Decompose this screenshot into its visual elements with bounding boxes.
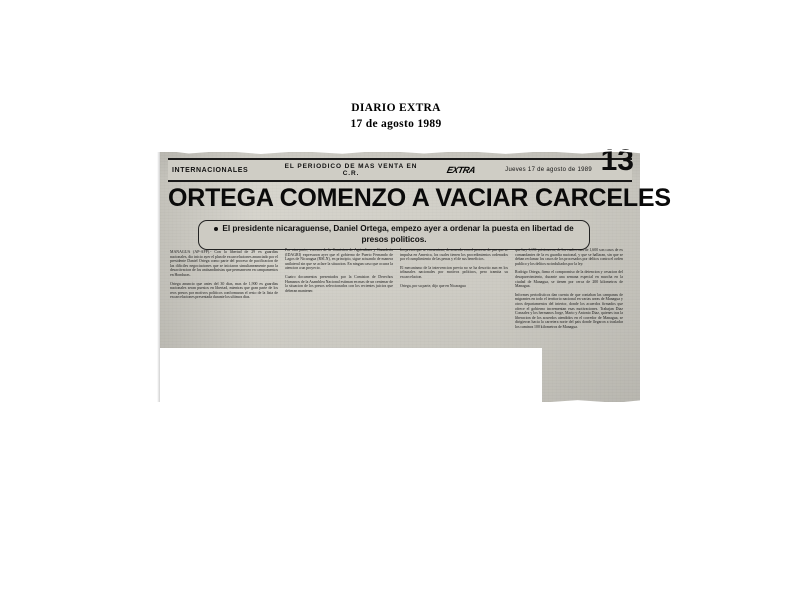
article-column — [400, 248, 508, 334]
paragraph: Cuatro documentos presentados por la Comision de Derechos Humanos de la Asamblea Nacional estiman en mas de un centenar de la situacion de los presos seleccionados con los recientes juicios que deberan mantener. — [285, 274, 393, 293]
article-column — [515, 248, 623, 334]
masthead-logo: EXTRA — [445, 165, 477, 175]
article-deck-text: El presidente nicaraguense, Daniel Ortega, empezo ayer a ordenar la puesta en libertad de presos politicos. — [222, 224, 574, 244]
paragraph: Ortega, por su parte, dijo que en Nicaragua — [400, 283, 466, 288]
article-columns — [170, 248, 632, 334]
article-column — [170, 250, 278, 334]
bullet-icon — [214, 227, 218, 231]
document-header — [0, 100, 792, 132]
masthead-slogan: EL PERIODICO DE MAS VENTA EN C.R. — [284, 163, 418, 177]
scan-shadow — [157, 152, 160, 402]
paragraph: MANAGUA (AP-AFP).- Con la libertad de 29 ex guardias nacionales, dio inicio ayer el plan de excarcelaciones anunciado por el presidente Daniel Ortega como parte del proceso de pacificacion de las dificiles negociaciones que se iniciaron simultaneamente para la desactivacion de los antisandinistas que permanecen en campamentos en Honduras. — [170, 250, 278, 277]
paragraph: los presos que se encuentran, de acuerdo con el proceso de paz que se impulsa en America, los cuales tienen los procedimientos ordenados por el cumplimiento de las penas y el de sus beneficios. — [400, 248, 508, 262]
page-number: 13 — [600, 144, 634, 177]
paragraph: Informes periodisticos dan cuenta de que contaban las campanas de migrantes en todo el territorio nacional en varias areas de Managua y otros departamentos del interior, donde los acuerdos firmados que ofrece el gobierno incrementan esas motivaciones. Trabajan Diaz Conzalez y los hermanos Jorge, Mario y Antonio Diaz, quienes tras la liberacion de los acuerdos atendidos en el corredor de Managua, se dirigieron hacia la carretera norte del pais donde llegaron a trasladar los caminos 100 kilometros de Managua. — [515, 292, 623, 329]
article-headline: ORTEGA COMENZO A VACIAR CARCELES — [168, 184, 671, 212]
clipping-masthead — [168, 158, 632, 182]
paragraph: Por otra parte, voceros de la Comision de Agricultura y Ganaderia (IDAGRI) expresaron ayer que el gobierno de Puerto Fernando de Lagos de Nicaragua (RSLN), en principio, sigue actuando de manera unilateral sin que se aclare la situacion. En ningun caso que ocurra la atencion a un proyecto. — [285, 248, 393, 271]
paragraph: El mecanismo de la intervencion previa no se ha descrito aun en los tribunales nacionales por motivos politicos, pero tramita su excarcelacion. — [400, 265, 508, 279]
masthead-section: INTERNACIONALES — [172, 166, 249, 174]
paragraph: Ortega anuncio que antes del 30 dias, mas de 1,900 ex guardias nacionales seran puestos en libertad, mientras que gran parte de los reos presos por motivos politicos conformaran el resto de la lista de excarcelaciones presentada durante los ultimos dias. — [170, 281, 278, 300]
article-deck — [198, 220, 590, 250]
newspaper-clipping — [160, 144, 671, 402]
article-column — [285, 248, 393, 334]
masthead-date: Jueves 17 de agosto de 1989 — [505, 167, 592, 173]
paragraph: Rodrigo Ortega, firmo el compromiso de la detencion y cesacion del desaparecimiento, durante una semana especial en marcha en la ciudad de Managua, se tienen por cerca de 200 kilometros de Managua. — [515, 270, 623, 289]
publication-title: DIARIO EXTRA — [351, 102, 441, 114]
clipping-cut-edge — [160, 348, 542, 404]
publication-date: 17 de agosto 1989 — [350, 118, 442, 130]
paragraph: que hay 1,191 prisioneros, de los cuales mas de 1,600 son casos de ex comandantes de la ex guardia nacional, y que se hallaran, sin que se deban reclamar los casos de los procesados por delitos contra el orden publico y los delitos no indultados por la ley. — [515, 248, 623, 266]
